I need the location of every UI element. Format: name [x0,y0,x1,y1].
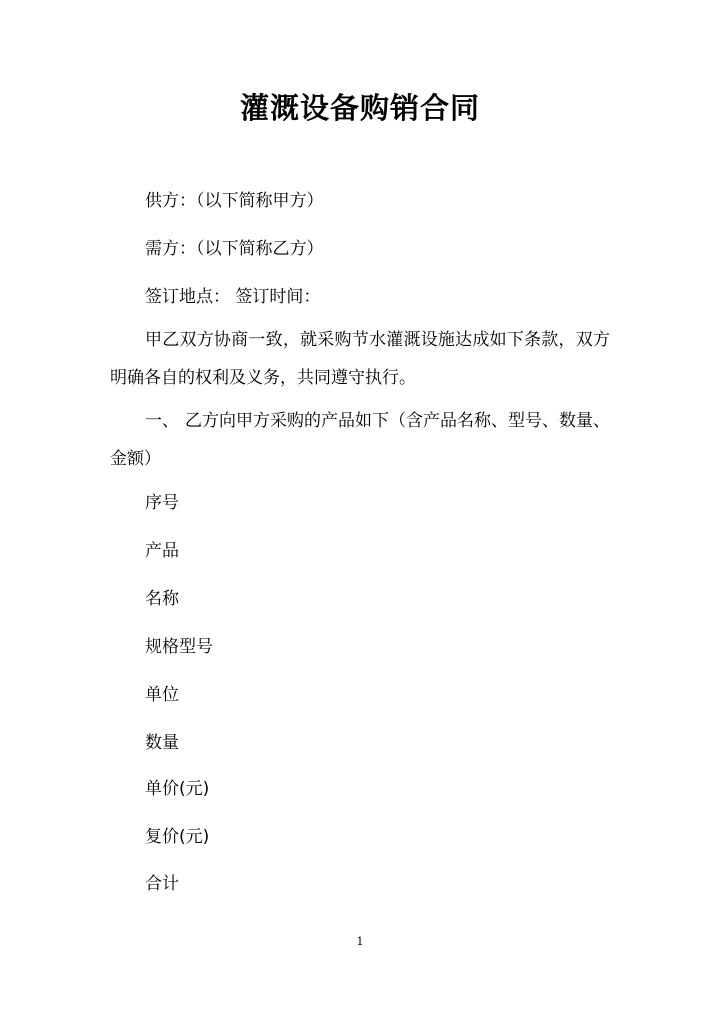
table-header-item: 复价(元) [145,827,210,847]
table-header-item: 产品 [145,541,179,561]
table-header-item: 单价(元) [145,779,210,799]
document-title: 灌溉设备购销合同 [239,91,480,125]
section-1 [110,402,610,478]
table-header-item: 单位 [145,685,179,705]
buyer-line: 需方：（以下简称乙方） [145,239,324,259]
table-header-item: 名称 [145,589,179,609]
table-header-item: 规格型号 [145,637,213,657]
table-header-item: 序号 [145,493,179,513]
section-1-text: 乙方向甲方采购的产品如下（含产品名称、型号、数量、金额） [110,411,610,469]
table-header-item: 合计 [145,874,179,894]
section-1-number: 一、 [145,411,179,431]
supplier-line: 供方：（以下简称甲方） [145,191,324,211]
intro-paragraph: 甲乙双方协商一致，就采购节水灌溉设施达成如下条款，双方明确各自的权利及义务，共同遵守执行。 [110,330,610,388]
sign-line: 签订地点： 签订时间： [145,287,321,307]
page-number: 1 [356,935,364,948]
table-header-item: 数量 [145,733,179,753]
